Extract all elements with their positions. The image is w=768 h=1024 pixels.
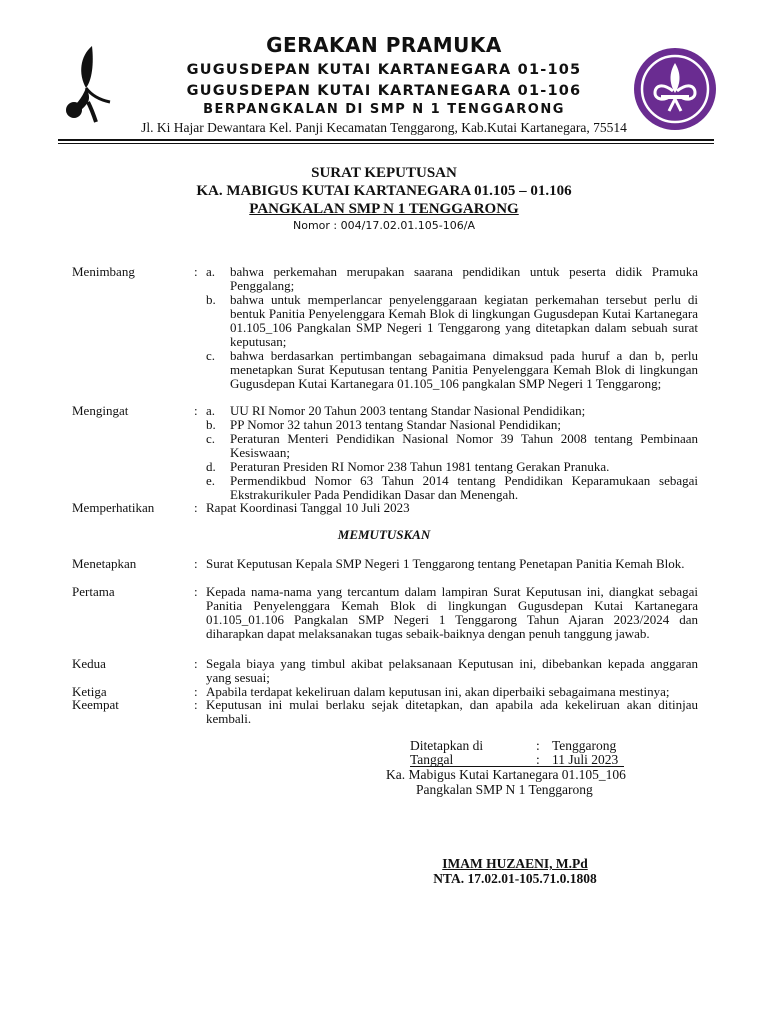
header-rule-thin <box>58 143 714 144</box>
gugusdepan-line-2: GUGUSDEPAN KUTAI KARTANEGARA 01-106 <box>186 83 582 99</box>
list-item <box>206 349 698 391</box>
section-label: Pertama <box>72 584 115 599</box>
address: Jl. Ki Hajar Dewantara Kel. Panji Kecamatan Tenggarong, Kab.Kutai Kartanegara, 75514 <box>141 120 627 135</box>
list-item <box>206 265 698 293</box>
item-text: PP Nomor 32 tahun 2013 tentang Standar Nasional Pendidikan; <box>230 417 561 432</box>
colon: : <box>194 403 198 418</box>
signer-nta: NTA. 17.02.01-105.71.0.1808 <box>433 871 597 886</box>
colon: : <box>194 584 198 599</box>
item-text: Peraturan Presiden RI Nomor 238 Tahun 1981 tentang Gerakan Pranuka. <box>230 459 610 474</box>
list-item <box>206 293 698 349</box>
section-keempat <box>72 698 698 728</box>
list-item <box>206 460 698 474</box>
section-label: Menimbang <box>72 264 135 279</box>
section-memperhatikan <box>72 501 698 517</box>
item-letter: a. <box>206 403 216 418</box>
item-letter: b. <box>206 417 216 432</box>
item-text: bahwa berdasarkan pertimbangan sebagaimana dimaksud pada huruf a dan b, perlu menetapkan Surat Keputusan tentang Panitia Penyelenggara Kemah Blok di lingkungan Gugusdepan Kutai Kartanegara 01.105_106 pangkalan SMP Negeri 1 Tenggarong; <box>230 348 698 391</box>
pangkalan-line: BERPANGKALAN DI SMP N 1 TENGGARONG <box>203 102 565 117</box>
doc-title-pangkalan: PANGKALAN SMP N 1 TENGGARONG <box>249 201 519 217</box>
wosm-emblem-icon <box>633 47 717 131</box>
colon: : <box>194 656 198 671</box>
colon: : <box>194 556 198 571</box>
colon: : <box>194 264 198 279</box>
section-text: Rapat Koordinasi Tanggal 10 Juli 2023 <box>206 500 410 515</box>
colon: : <box>194 684 198 699</box>
colon: : <box>194 697 198 712</box>
signer-name: IMAM HUZAENI, M.Pd <box>442 856 588 871</box>
signer-office-2: Pangkalan SMP N 1 Tenggarong <box>416 782 593 797</box>
letterhead <box>0 0 768 140</box>
item-list <box>206 404 698 502</box>
list-item <box>206 432 698 460</box>
doc-title: SURAT KEPUTUSAN <box>311 165 457 181</box>
section-label: Kedua <box>72 656 106 671</box>
item-text: bahwa untuk memperlancar penyelenggaraan kegiatan perkemahan tersebut perlu di bentuk Panitia Penyelenggara Kemah Blok di lingkungan Gugusdepan Kutai Kartanegara 01.105_106 Pangkalan SMP Negeri 1 Tenggarong yang ditetapkan dalam sebuah surat keputusan; <box>230 292 698 349</box>
section-label: Memperhatikan <box>72 500 155 515</box>
memutuskan-heading: MEMUTUSKAN <box>337 527 431 542</box>
section-pertama <box>72 585 698 657</box>
section-text: Segala biaya yang timbul akibat pelaksanaan Keputusan ini, dibebankan kepada anggaran yang sesuai; <box>206 656 698 685</box>
date-value: 11 Juli 2023 <box>552 752 619 767</box>
section-label: Keempat <box>72 697 119 712</box>
section-text: Keputusan ini mulai berlaku sejak ditetapkan, dan apabila ada kekeliruan akan ditinjau kembali. <box>206 697 698 726</box>
date-label: Tanggal <box>410 752 454 767</box>
item-letter: d. <box>206 459 216 474</box>
section-text: Surat Keputusan Kepala SMP Negeri 1 Tenggarong tentang Penetapan Panitia Kemah Blok. <box>206 556 685 571</box>
section-text: Kepada nama-nama yang tercantum dalam lampiran Surat Keputusan ini, diangkat sebagai Panitia Penyelenggara Kemah Blok di lingkungan Gugusdepan Kutai Kartanegara 01.105_01.106 Pangkalan SMP Negeri 1 Tenggarong Tahun Ajaran 2023/2024 dan diharapkan dapat melaksanakan tugas sebaik-baiknya dengan penuh tanggung jawab. <box>206 584 698 641</box>
section-mengingat <box>72 404 698 500</box>
list-item <box>206 418 698 432</box>
item-text: bahwa perkemahan merupakan saarana pendidikan untuk peserta didik Pramuka Penggalang; <box>230 264 698 293</box>
item-letter: c. <box>206 348 216 363</box>
item-text: Permendikbud Nomor 63 Tahun 2014 tentang Pendidikan Keparamukaan sebagai Ekstrakurikuler Pada Pendidikan Dasar dan Menengah. <box>230 473 698 502</box>
date-row <box>410 752 624 767</box>
signer-office-1: Ka. Mabigus Kutai Kartanegara 01.105_106 <box>386 767 626 782</box>
place-value: Tenggarong <box>552 738 617 753</box>
colon: : <box>536 752 540 767</box>
place-label: Ditetapkan di <box>410 738 484 753</box>
list-item <box>206 474 698 502</box>
item-letter: e. <box>206 473 216 488</box>
list-item <box>206 404 698 418</box>
org-name: GERAKAN PRAMUKA <box>266 33 502 57</box>
gugusdepan-line-1: GUGUSDEPAN KUTAI KARTANEGARA 01-105 <box>186 62 582 78</box>
item-text: UU RI Nomor 20 Tahun 2003 tentang Standar Nasional Pendidikan; <box>230 403 586 418</box>
doc-number: Nomor : 004/17.02.01.105-106/A <box>293 219 475 232</box>
header-rule-thick <box>58 139 714 141</box>
item-text: Peraturan Menteri Pendidikan Nasional Nomor 39 Tahun 2008 tentang Pembinaan Kesiswaan; <box>230 431 698 460</box>
item-letter: b. <box>206 292 216 307</box>
section-label: Menetapkan <box>72 556 137 571</box>
section-menetapkan <box>72 557 698 587</box>
colon: : <box>536 738 540 753</box>
section-label: Mengingat <box>72 403 129 418</box>
item-list <box>206 265 698 391</box>
section-menimbang <box>72 265 698 399</box>
colon: : <box>194 500 198 515</box>
doc-title-issuer: KA. MABIGUS KUTAI KARTANEGARA 01.105 – 01.106 <box>196 183 572 199</box>
section-label: Ketiga <box>72 684 107 699</box>
item-letter: c. <box>206 431 216 446</box>
section-kedua <box>72 657 698 687</box>
section-text: Apabila terdapat kekeliruan dalam keputusan ini, akan diperbaiki sebagaimana mestinya; <box>206 684 670 699</box>
item-letter: a. <box>206 264 216 279</box>
